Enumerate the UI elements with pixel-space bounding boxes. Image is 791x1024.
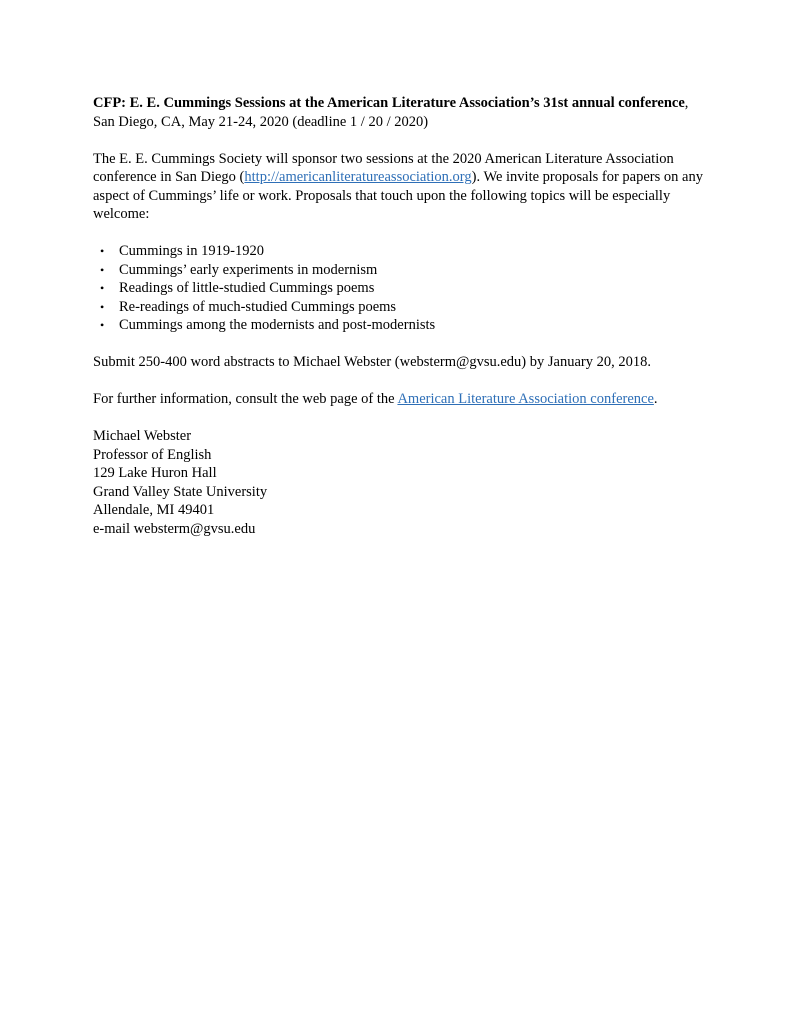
signature-title: Professor of English bbox=[93, 446, 212, 463]
bullet-icon: • bbox=[100, 318, 105, 332]
signature-email: e-mail websterm@gvsu.edu bbox=[93, 520, 256, 537]
bullet-icon: • bbox=[100, 262, 105, 277]
list-item bbox=[93, 298, 708, 317]
intro-text-before-link: The E. E. Cummings Society will sponsor two sessions at the 2020 American Literature Association conference in San Diego ( bbox=[93, 150, 674, 185]
signature-university: Grand Valley State University bbox=[93, 483, 268, 500]
bullet-icon: • bbox=[100, 244, 105, 258]
topics-list bbox=[93, 242, 708, 335]
further-info-text-before-link: For further information, consult the web page of the bbox=[93, 391, 398, 407]
topic-text: Cummings among the modernists and post-modernists bbox=[119, 317, 436, 333]
list-item bbox=[93, 242, 708, 261]
topic-text: Cummings’ early experiments in modernism bbox=[119, 261, 378, 278]
further-info-paragraph bbox=[93, 390, 708, 409]
association-url-link[interactable]: http://americanliteratureassociation.org bbox=[244, 169, 472, 185]
signature-block bbox=[93, 427, 708, 538]
further-info-text-after-link: . bbox=[653, 391, 658, 407]
intro-text-after-link: ). We invite proposals for papers on any aspect of Cummings’ life or work. Proposals that touch upon the following topics will be especially welcome: bbox=[93, 169, 703, 222]
heading-regular-text: , San Diego, CA, May 21-24, 2020 (deadline 1 / 20 / 2020) bbox=[93, 95, 689, 130]
topic-text: Re-readings of much-studied Cummings poems bbox=[119, 298, 397, 315]
topic-text: Cummings in 1919-1920 bbox=[119, 243, 265, 259]
bullet-icon: • bbox=[100, 281, 105, 295]
signature-name: Michael Webster bbox=[93, 428, 192, 444]
conference-page-link[interactable]: American Literature Association conference bbox=[397, 391, 654, 407]
intro-paragraph bbox=[93, 150, 708, 224]
topic-text: Readings of little-studied Cummings poems bbox=[119, 280, 375, 296]
bullet-icon: • bbox=[100, 299, 105, 314]
list-item bbox=[93, 261, 708, 280]
list-item bbox=[93, 279, 708, 298]
signature-city-state-zip: Allendale, MI 49401 bbox=[93, 502, 215, 518]
heading-bold-text: CFP: E. E. Cummings Sessions at the American Literature Association’s 31st annual conference bbox=[93, 95, 685, 111]
list-item bbox=[93, 316, 708, 335]
signature-address-hall: 129 Lake Huron Hall bbox=[93, 465, 217, 481]
submit-paragraph: Submit 250-400 word abstracts to Michael Webster (websterm@gvsu.edu) by January 20, 2018. bbox=[93, 354, 651, 370]
document-content bbox=[93, 94, 708, 538]
document-heading bbox=[93, 94, 708, 131]
